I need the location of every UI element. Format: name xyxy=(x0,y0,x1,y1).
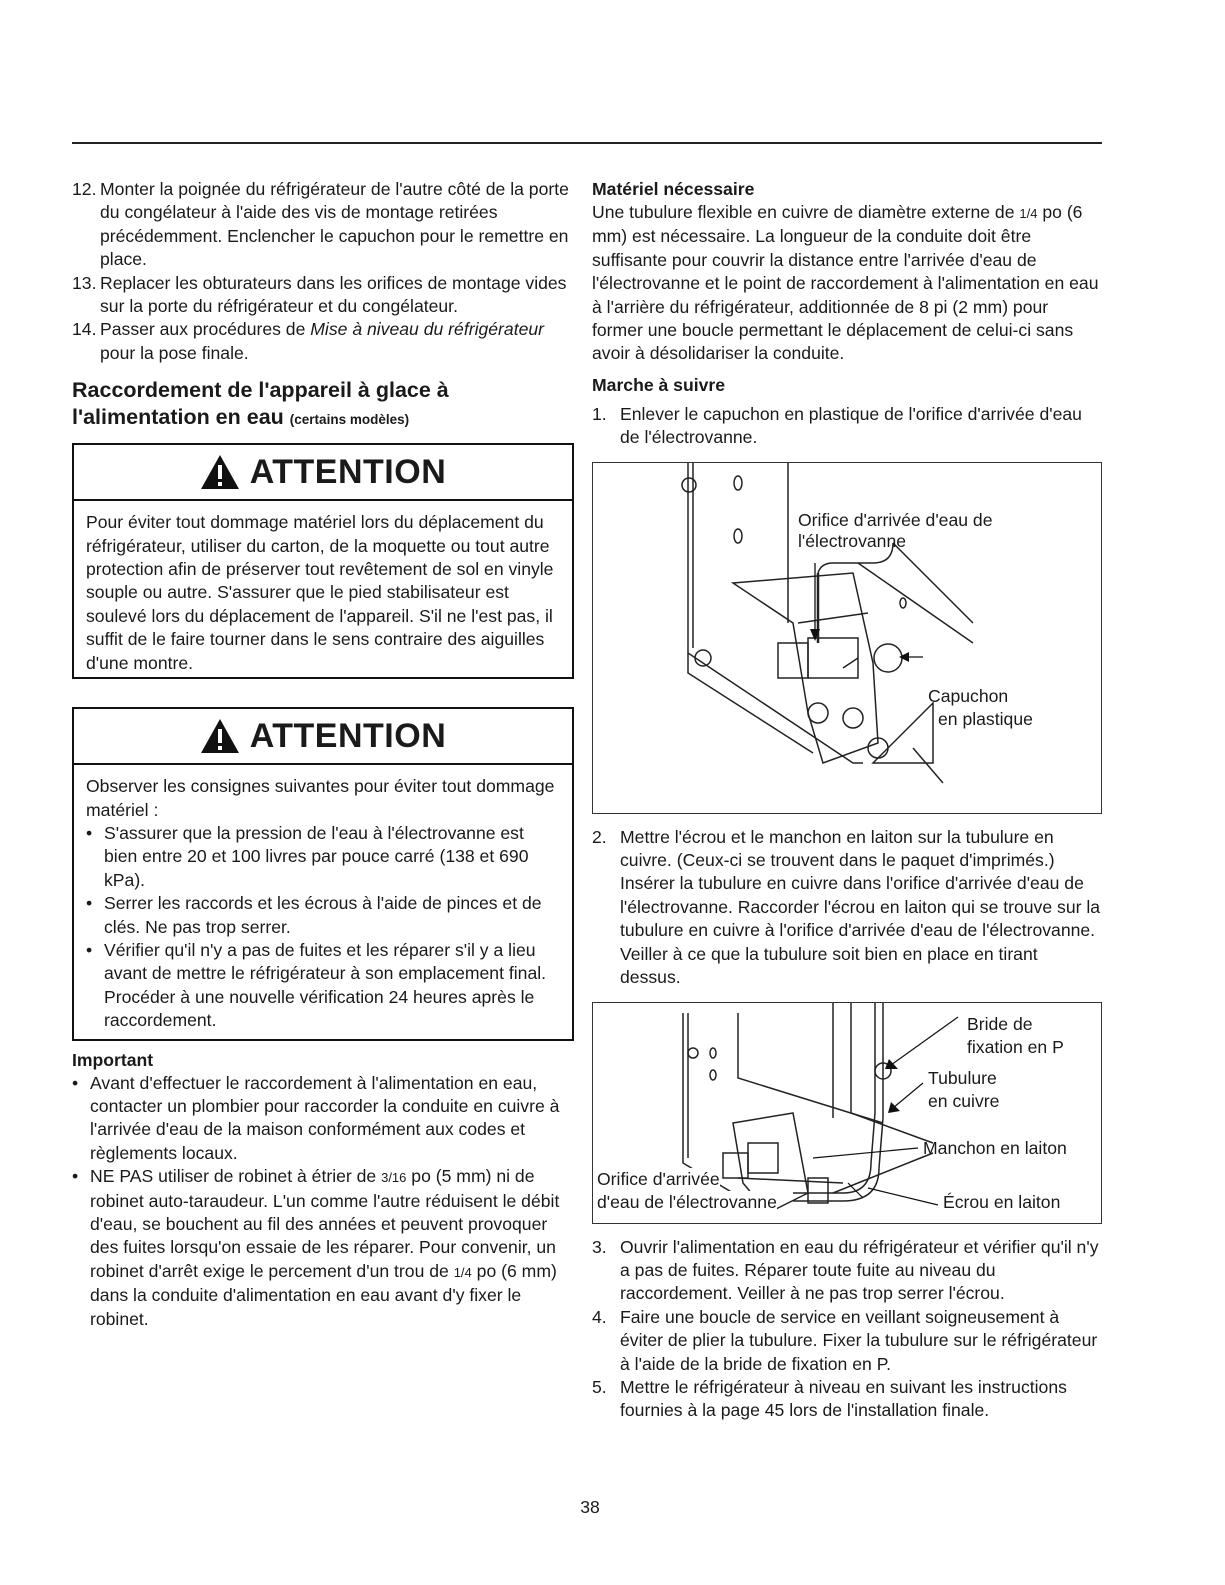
list-item: 14. Passer aux procédures de Mise à niveau du réfrigérateur pour la pose finale. xyxy=(72,319,545,363)
left-column xyxy=(72,178,574,1331)
list-item: 4. Faire une boucle de service en veillant soigneusement à éviter de plier la tubulure. Fixer la tubulure sur le réfrigérateur à l'aide de la bride de fixation en P. xyxy=(592,1306,1098,1374)
list-item: • Serrer les raccords et les écrous à l'aide de pinces et de clés. Ne pas trop serrer. xyxy=(86,893,542,937)
figure-label: Manchon en laiton xyxy=(923,1137,1067,1158)
list-item: • S'assurer que la pression de l'eau à l'électrovanne est bien entre 20 et 100 livres par pouce carré (138 et 690 kPa). xyxy=(86,822,529,890)
figure-label: Orifice d'arrivée xyxy=(597,1168,720,1189)
figure-label: Tubulure xyxy=(928,1067,997,1088)
warning-box: ATTENTION Observer les consignes suivantes pour éviter tout dommage matériel : • S'assurer que la pression de l'eau à l'électrovanne est bien entre 20 et 100 livres par pouce carré (138 et 690 kPa). • Serrer les raccords et les écrous à l'aide de pinces et de clés. Ne pas trop serrer. • Vérifier qu'il n'y a pas de fuites et les réparer s'il y a lieu avant de mettre le réfrigérateur à son emplacement final. Procéder à une nouvelle vérification 24 heures après le raccordement. xyxy=(72,707,574,1040)
figure-label: Capuchon xyxy=(928,685,1009,706)
figure-label: en plastique xyxy=(938,708,1033,729)
list-item: • Vérifier qu'il n'y a pas de fuites et les réparer s'il y a lieu avant de mettre le réfrigérateur à son emplacement final. Procéder à une nouvelle vérification 24 heures après le raccordement. xyxy=(86,939,547,1031)
list-item: 3. Ouvrir l'alimentation en eau du réfrigérateur et vérifier qu'il n'y a pas de fuites. Réparer toute fuite au niveau du raccordement. Veiller à ne pas trop serrer l'écrou. xyxy=(592,1236,1099,1304)
warning-header xyxy=(72,707,574,765)
list-item: 2. Mettre l'écrou et le manchon en laiton sur la tubulure en cuivre. (Ceux-ci se trouvent dans le paquet d'imprimés.) Insérer la tubulure en cuivre dans l'orifice d'arrivée d'eau de l'électrovanne. Raccorder l'écrou en laiton qui se trouve sur la tubulure en cuivre à l'orifice d'arrivée d'eau de l'électrovanne. Veiller à ce que la tubulure soit bien en place en tirant dessus. xyxy=(592,826,1101,988)
procedure-heading: Marche à suivre xyxy=(592,374,726,395)
warning-text: Pour éviter tout dommage matériel lors du déplacement du réfrigérateur, utiliser du carton, de la moquette ou tout autre protection afin de préserver tout revêtement de sol en vinyle souple ou autre. S'assurer que le pied stabilisateur est soulevé lors du déplacement de l'appareil. S'il ne l'est pas, il suffit de le faire tourner dans le sens contraire des aiguilles d'une montre. xyxy=(86,512,554,673)
warning-triangle-icon xyxy=(200,718,240,754)
page-number: 38 xyxy=(580,1497,600,1517)
section-heading: Raccordement de l'appareil à glace à l'alimentation en eau (certains modèles) xyxy=(72,378,449,430)
warning-title: ATTENTION xyxy=(249,452,447,491)
warning-triangle-icon xyxy=(200,454,240,490)
figure-label: l'électrovanne xyxy=(798,530,907,551)
right-column: Matériel nécessaire Une tubulure flexible en cuivre de diamètre externe de 1/4 po (6 mm) est nécessaire. La longueur de la conduite doit être suffisante pour couvrir la distance entre l'arrivée d'eau de l'électrovanne et le point de raccordement à l'alimentation en eau à l'arrière du réfrigérateur, additionnée de 8 pi (2 mm) pour former une boucle permettant le déplacement de celui-ci sans avoir à désolidariser la conduite. Marche à suivre 1. Enlever le capuchon en plastique de l'orifice d'arrivée d'eau de l'électrovanne. Orifice d'arrivée d'eau de l'électrovanne Capuchon en plastique 2. Mettre l'écrou et le manchon en laiton sur la tubulure en cuivre. (Ceux-ci se trouvent dans le paquet d'imprimés.) Insérer la tubulure en cuivre dans l'orifice d'arrivée d'eau de l'électrovanne. Raccorder l'écrou en laiton qui se trouve sur la tubulure en cuivre à l'orifice d'arrivée d'eau de l'électrovanne. Veiller à ce que la tubulure soit bien en place en tirant dessus. Bride de fixation en P Tubulure en cuivre Manchon en laiton Orifice d'arrivée d'eau de l'électrovanne Écrou en laiton 3. Ouvrir l'alimentation en eau du réfrigérateur et vérifier qu'il n'y a pas de fuites. Réparer toute fuite au niveau du raccordement. Veiller à ne pas trop serrer l'écrou. 4. Faire une boucle de service en veillant soigneusement à éviter de plier la tubulure. Fixer la tubulure sur le réfrigérateur à l'aide de la bride de fixation en P. 5. Mettre le réfrigérateur à niveau en suivant les instructions fournies à la page 45 lors de l'installation finale. xyxy=(592,178,1102,1423)
list-item: • NE PAS utiliser de robinet à étrier de 3/16 po (5 mm) ni de robinet auto-taraudeur. L'un comme l'autre réduisent le débit d'eau, se bouchent au fil des années et peuvent provoquer des fuites lorsqu'on essaie de les réparer. Pour convenir, un robinet d'arrêt exige le percement d'un trou de 1/4 po (6 mm) dans la conduite d'alimentation en eau avant d'y fixer le robinet. xyxy=(72,1166,560,1329)
figure-copper-tubing-connection xyxy=(592,1002,1102,1224)
figure-label: Bride de xyxy=(967,1013,1033,1034)
warning-header xyxy=(72,443,574,501)
figure-label: Orifice d'arrivée d'eau de xyxy=(798,509,993,530)
figure-solenoid-inlet xyxy=(592,462,1102,814)
list-item: 13. Replacer les obturateurs dans les orifices de montage vides sur la porte du réfrigérateur et du congélateur. xyxy=(72,272,567,317)
warning-title: ATTENTION xyxy=(249,716,447,755)
figure-label: d'eau de l'électrovanne xyxy=(597,1191,777,1212)
list-item: • Avant d'effectuer le raccordement à l'alimentation en eau, contacter un plombier pour raccorder la conduite en cuivre à l'arrivée d'eau de la maison conformément aux codes et règlements locaux. xyxy=(72,1072,560,1163)
figure-label: en cuivre xyxy=(928,1090,1000,1111)
list-item: 5. Mettre le réfrigérateur à niveau en suivant les instructions fournies à la page 45 lors de l'installation finale. xyxy=(592,1376,1067,1421)
materiel-heading: Matériel nécessaire xyxy=(592,179,755,199)
figure-label: fixation en P xyxy=(967,1036,1064,1057)
list-item: 1. Enlever le capuchon en plastique de l'orifice d'arrivée d'eau de l'électrovanne. xyxy=(592,403,1082,448)
warning-box xyxy=(72,443,574,679)
list-item: 12. Monter la poignée du réfrigérateur de l'autre côté de la porte du congélateur à l'aide des vis de montage retirées précédemment. Enclencher le capuchon pour le remettre en place. xyxy=(72,179,569,270)
important-heading: Important xyxy=(72,1049,154,1070)
figure-label: Écrou en laiton xyxy=(943,1191,1061,1212)
header-rule xyxy=(72,142,1102,144)
